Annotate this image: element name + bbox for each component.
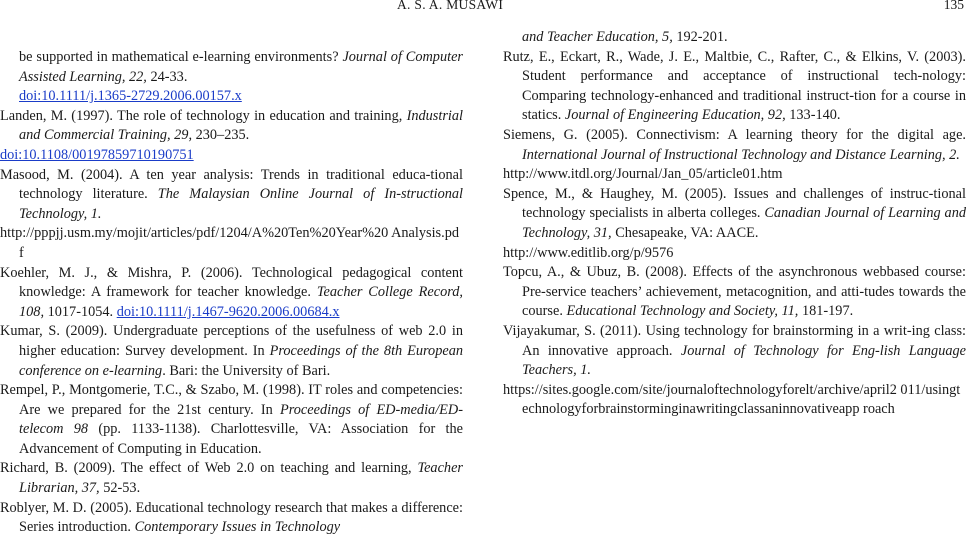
doi-link[interactable]: doi:10.1111/j.1467-9620.2006.00684.x — [116, 303, 340, 320]
reference-source: Educational Technology and Society, 11, — [566, 303, 799, 320]
reference-text: Richard, B. (2009). The effect of Web 2.0 on teaching and learning, — [0, 460, 418, 477]
reference-entry — [503, 126, 966, 185]
reference-text: Rutz, E., Eckart, R., Wade, J. E., Maltbie, C., Rafter, C., & Elkins, V. (2003). Student performance and acceptance of instructional tech-nology: Comparing technology-enhanced and traditional instruct-tion for a course in statics. — [503, 48, 966, 124]
reference-source: Journal of Engineering Education, 92, — [564, 107, 786, 124]
reference-text: Siemens, G. (2005). Connectivism: A learning theory for the digital age. — [503, 126, 966, 143]
reference-entry — [0, 48, 463, 107]
reference-entry — [503, 48, 966, 126]
reference-source: Contemporary Issues in Technology — [134, 519, 341, 536]
reference-source: International Journal of Instructional Technology and Distance Learning, 2. — [522, 146, 960, 163]
reference-details: 192-201. — [672, 29, 728, 45]
reference-text: be supported in mathematical e-learning environments? — [19, 49, 343, 65]
reference-source: Proceedings of the 8th European conference on e-learning — [19, 342, 463, 379]
reference-details: 24-33. — [146, 68, 188, 85]
reference-text: Topcu, A., & Ubuz, B. (2008). Effects of the asynchronous webbased course: Pre-service teachers’ achievement, metacognition, and atti-tudes towards the course. — [503, 264, 966, 320]
reference-entry — [503, 185, 966, 263]
reference-source: and Teacher Education, 5, — [522, 29, 673, 45]
reference-source: Teacher College Record, 108, — [19, 284, 463, 320]
reference-text: Vijayakumar, S. (2011). Using technology for brainstorming in a writ-ing class: An innovative approach. — [503, 322, 966, 359]
reference-entry — [0, 459, 463, 498]
reference-details: 133-140. — [785, 107, 841, 124]
reference-entry — [0, 166, 463, 264]
reference-text: Spence, M., & Haughey, M. (2005). Issues and challenges of instruc-tional technology specialists in alberta colleges. — [503, 185, 966, 222]
reference-url: http://www.editlib.org/p/9576 — [503, 244, 674, 261]
reference-source: Journal of Computer Assisted Learning, 22, — [19, 49, 463, 85]
running-title: A. S. A. MUSAWI — [397, 0, 504, 12]
page-number: 135 — [943, 0, 964, 12]
reference-source: The Malaysian Online Journal of In-structional Technology, 1. — [19, 186, 463, 222]
references-left-column — [0, 48, 463, 538]
reference-details: (pp. 1133-1138). Charlottesville, VA: Association for the Advancement of Computing in Education. — [19, 421, 464, 457]
reference-entry — [0, 322, 463, 381]
reference-source: Journal of Technology for Eng-lish Language Teachers, 1. — [522, 342, 966, 379]
reference-entry — [0, 381, 463, 459]
reference-details: 181-197. — [798, 303, 854, 320]
reference-text: Koehler, M. J., & Mishra, P. (2006). Technological pedagogical content knowledge: A framework for teacher knowledge. — [0, 264, 463, 301]
reference-entry — [503, 322, 966, 420]
reference-entry — [0, 107, 463, 166]
reference-entry — [503, 28, 966, 48]
reference-source: Industrial and Commercial Training, 29, — [19, 107, 463, 144]
reference-entry — [0, 264, 463, 323]
reference-details: 52-53. — [99, 480, 141, 497]
doi-link[interactable]: doi:10.1111/j.1365-2729.2006.00157.x — [19, 88, 242, 105]
reference-url: https://sites.google.com/site/journaloftechnologyforelt/archive/april2 011/usingtechnologyforbrainstorminginawritingclassaninnovativeapp roach — [503, 381, 961, 418]
reference-source: Teacher Librarian, 37, — [19, 460, 463, 497]
reference-source: Canadian Journal of Learning and Technology, 31, — [522, 205, 966, 241]
reference-entry — [0, 499, 463, 538]
reference-text: Landen, M. (1997). The role of technology in education and training, — [0, 107, 407, 124]
reference-details: Chesapeake, VA: AACE. — [611, 224, 759, 241]
reference-details: 230–235. — [192, 127, 250, 144]
reference-url: http://www.itdl.org/Journal/Jan_05/article01.htm — [503, 166, 783, 183]
reference-text: Rempel, P., Montgomerie, T.C., & Szabo, M. (1998). IT roles and competencies: Are we prepared for the 21st century. In — [0, 382, 463, 418]
reference-url: http://pppjj.usm.my/mojit/articles/pdf/1204/A%20Ten%20Year%20 Analysis.pdf — [0, 225, 459, 261]
reference-text: Kumar, S. (2009). Undergraduate perceptions of the usefulness of web 2.0 in higher education: Survey development. In — [0, 323, 463, 359]
references-right-column — [503, 28, 966, 420]
reference-text: Masood, M. (2004). A ten year analysis: Trends in traditional educa-tional technology literature. — [0, 166, 463, 203]
reference-text: Roblyer, M. D. (2005). Educational technology research that makes a difference: Series introduction. — [0, 499, 463, 536]
reference-details: 1017-1054. — [44, 303, 117, 320]
running-header — [0, 0, 968, 20]
reference-source: Proceedings of ED-media/ED-telecom 98 — [19, 401, 463, 438]
reference-details: . Bari: the University of Bari. — [162, 362, 331, 379]
reference-entry — [503, 263, 966, 322]
doi-link[interactable]: doi:10.1108/00197859710190751 — [0, 146, 194, 163]
